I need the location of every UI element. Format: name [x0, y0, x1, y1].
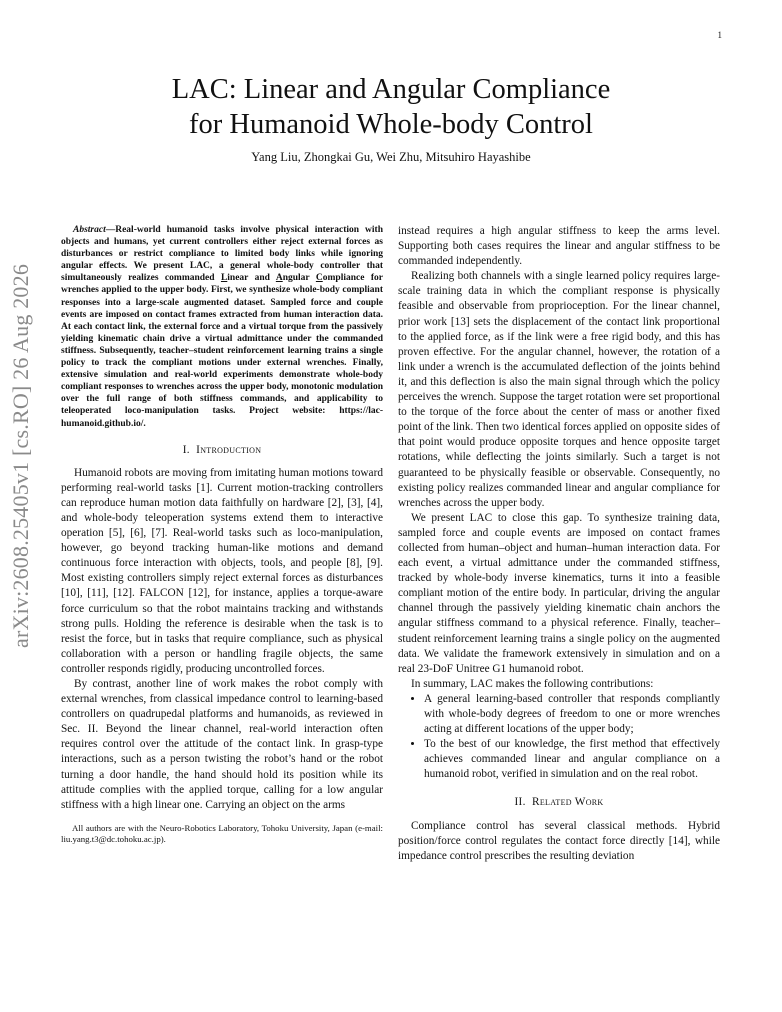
- contribution-item: • To the best of our knowledge, the first method that effectively achieves commanded linear and angular compliance on a humanoid robot, verified in simulation and on the real robot.: [424, 737, 720, 782]
- intro-paragraph-2: By contrast, another line of work makes the robot comply with external wrenches, from classical impedance control to learning-based controllers on quadrupedal platforms and humanoids, as reviewed in Sec. II. Beyond the linear channel, real-world interaction often requires control over the attitude of the contact link. In grasp-type interactions, such as a person twisting the robot’s hand or the robot turning a door handle, the hand should hold its position while its attitude complies with the applied torque, calling for a low angular stiffness with a high linear one. Carrying an object on the arms: [61, 678, 383, 811]
- section-title: Related Work: [531, 796, 604, 809]
- intro-paragraph-continuation: instead requires a high angular stiffness to keep the arms level. Supporting both cases requires the linear and angular stiffness to be commanded independently.: [398, 225, 720, 268]
- title-line-1: LAC: Linear and Angular Compliance: [171, 74, 611, 105]
- right-column: [398, 224, 720, 864]
- abstract-text-2: inear and: [227, 273, 276, 284]
- paper-title: [0, 72, 782, 142]
- author-affiliation-footnote: All authors are with the Neuro-Robotics Laboratory, Tohoku University, Japan (e-mail: liu.yang.t3@dc.tohoku.ac.jp).: [61, 822, 383, 845]
- contribution-item: • A general learning-based controller that responds compliantly with whole-body degrees of freedom to one or more wrenches acting at different locations of the upper body;: [424, 692, 720, 737]
- section-number: II.: [514, 796, 526, 809]
- abstract-text-3: ngular: [282, 273, 316, 284]
- intro-paragraph-1: Humanoid robots are moving from imitating human motions toward performing real-world tasks [1]. Current motion-tracking controllers can reproduce human motion data faithfully on hardware [2], [3], [4], and whole-body teleoperation systems extend them to interactive operation [5], [6], [7]. Real-world tasks such as loco-manipulation, however, go beyond tracking human-like motions and demand continuous force interaction with objects, tools, and people [8], [9]. Most existing controllers simply reject external forces as disturbances [10], [11], [12]. FALCON [12], for instance, applies a torque-aware force curriculum so that the robot maintains tracking and withstands strong pulls. Holding the reference is desirable when the task is to resist the force, but in tasks that require compliance, such as physical collaboration with a person or handling fragile objects, the same controller responds rigidly, producing uncontrolled forces.: [61, 466, 383, 675]
- intro-paragraph-4: We present LAC to close this gap. To synthesize training data, sampled force and couple events are imposed on contact frames collected from human–object and human–human interaction data. For each event, a virtual admittance under the commanded stiffness, tracked by whole-body inverse kinematics, turns it into a feasible compliant motion of the entire body. In particular, driving the angular channel through the passively yielding kinematic chain anchors the angular stiffness command to a physical reference. Finally, teacher–student reinforcement learning trains a single policy on the augmented data. We validate the framework extensively in simulation and on a real 23-DoF Unitree G1 humanoid robot.: [398, 511, 720, 675]
- author-list: Yang Liu, Zhongkai Gu, Wei Zhu, Mitsuhiro Hayashibe: [251, 150, 531, 164]
- section-heading-related-work: [398, 795, 720, 810]
- abstract-underline-a: A: [275, 273, 283, 284]
- abstract: Abstract—Real-world humanoid tasks involve physical interaction with objects and humans, yet current controllers either reject external forces as disturbances or restrict compliance to limited body links while ignoring angular effects. We present LAC, a general whole-body controller that simultaneously realizes commanded Linear and Angular Compliance for wrenches applied to the upper body. First, we synthesize whole-body compliant responses into a large-scale augmented dataset. Sampled force and couple events are imposed on contact frames extracted from human interaction data. At each contact link, the external force and a virtual torque from the passively yielding kinematic chain drive a virtual admittance under the commanded stiffness. Subsequently, teacher–student reinforcement learning trains a single policy to track the compliant motions under external wrenches. Finally, extensive simulation and real-world experiments demonstrate whole-body compliant responses to wrenches across the upper body, monotonic modulation over the full range of both stiffness commands, and applicability to teleoperated loco-manipulation tasks. Project website: https://lac-humanoid.github.io/.: [61, 225, 383, 429]
- contributions-list: [398, 692, 720, 783]
- abstract-label: Abstract: [73, 225, 106, 235]
- section-heading-introduction: [61, 443, 383, 458]
- arxiv-identifier: arXiv:2608.25405v1 [cs.RO] 26 Aug 2026: [8, 263, 33, 648]
- abstract-text-4: ompliance for wrenches applied to the upper body. First, we synthesize whole-body compliant responses into a large-scale augmented dataset. Sampled force and couple events are imposed on contact frames extracted from human interaction data. At each contact link, the external force and a virtual torque from the passively yielding kinematic chain drive a virtual admittance under the commanded stiffness. Subsequently, teacher–student reinforcement learning trains a single policy to track the compliant motions under external wrenches. Finally, extensive simulation and real-world experiments demonstrate whole-body compliant responses to wrenches across the upper body, monotonic modulation over the full range of both stiffness commands, and applicability to teleoperated loco-manipulation tasks. Project website: https://lac-humanoid.github.io/.: [61, 273, 383, 429]
- intro-paragraph-3: Realizing both channels with a single learned policy requires large-scale training data in which the compliant response is physically feasible and observable from proprioception. For the linear channel, prior work [13] sets the displacement of the contact link proportional to the applied force, as if the link were a free rigid body, and this has proven effective. For the angular channel, however, the rotation of a link under a wrench is the accumulated deflection of the joints behind it, and this deflection is also the main signal through which the policy perceives the wrench. Suppose the target rotation were set proportional to the torque of the force about the center of mass or another fixed point of the link. Then two identical forces applied on opposite sides of that point would produce opposite torques and hence opposite target rotations, while deflecting the joints similarly. Such a target is not guaranteed to be physically feasible or observable. Consequently, no existing policy realizes commanded linear and angular compliance for wrenches across the upper body.: [398, 270, 720, 509]
- section-title: Introduction: [196, 443, 262, 456]
- title-line-2: for Humanoid Whole-body Control: [189, 109, 593, 140]
- related-work-paragraph-1: Compliance control has several classical methods. Hybrid position/force control regulates the contact force directly [14], while impedance control prescribes the resulting deviation: [398, 819, 720, 862]
- abstract-underline-l: L: [220, 273, 228, 284]
- abstract-text-1: Real-world humanoid tasks involve physical interaction with objects and humans, yet current controllers either reject external forces as disturbances or restrict compliance to limited body links while ignoring angular effects. We present LAC, a general whole-body controller that simultaneously realizes commanded: [61, 225, 383, 284]
- intro-paragraph-5: In summary, LAC makes the following contributions:: [411, 677, 654, 690]
- left-column: [61, 224, 383, 846]
- page-number: 1: [717, 30, 722, 40]
- abstract-underline-c: C: [315, 273, 323, 284]
- section-number: I.: [182, 443, 190, 456]
